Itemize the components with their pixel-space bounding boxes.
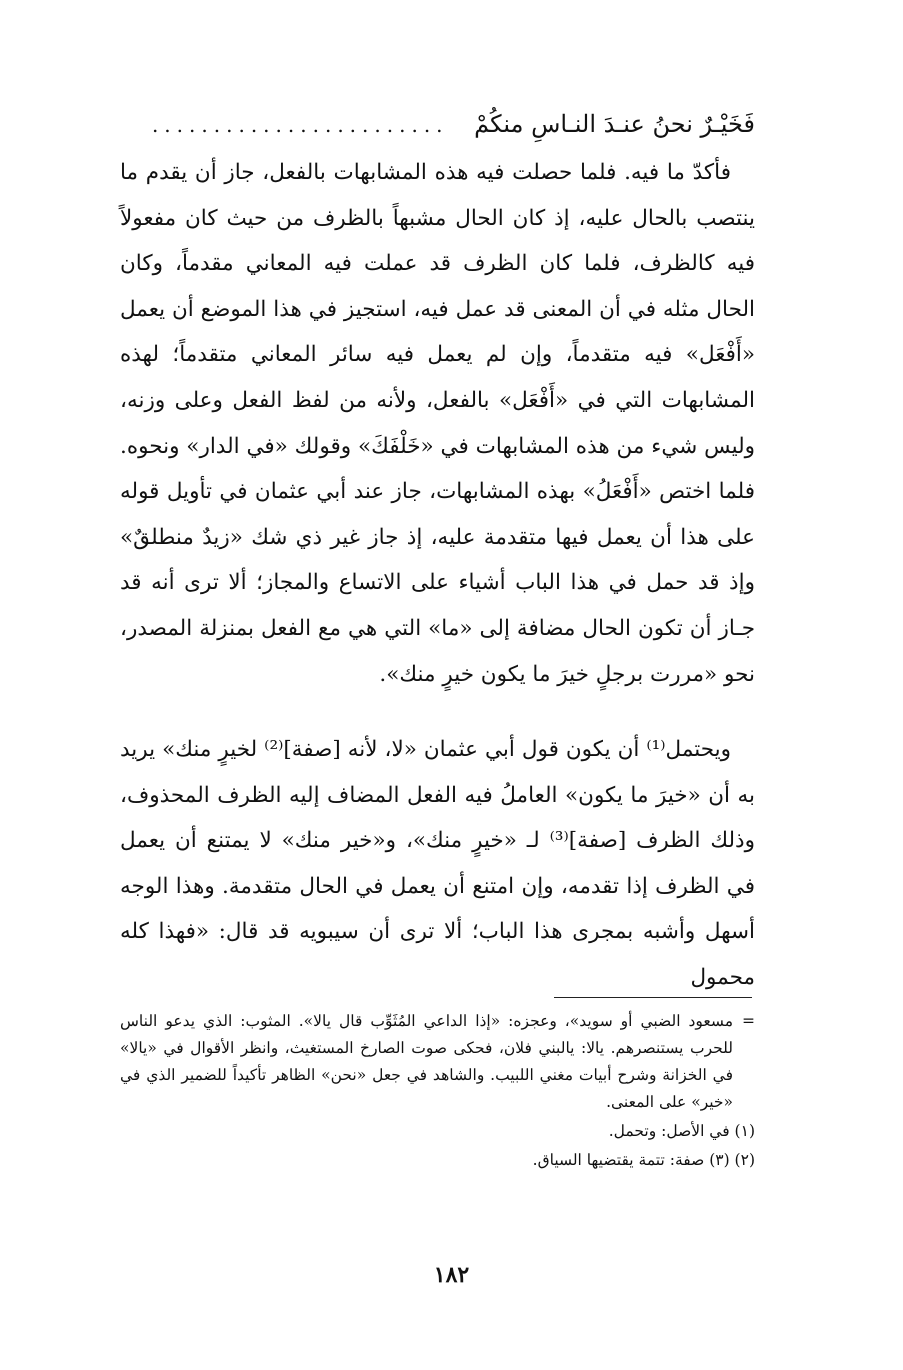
paragraph-text: فأكدّ ما فيه. فلما حصلت فيه هذه المشابهات بالفعل، جاز أن يقدم ما ينتصب بالحال عليه، إذ كان الحال مشبهاً بالظرف من حيث كان مفعولاً فيه كالظرف، فلما كان الظرف قد عملت فيه المعاني مقدماً، وكان الحال مثله في أن المعنى قد عمل فيه، استجيز في هذا الموضع أن يعمل «أَفْعَل» فيه متقدماً، وإن لم يعمل فيه سائر المعاني متقدماً؛ لهذه المشابهات التي في «أَفْعَل» بالفعل، ولأنه من لفظ الفعل وعلى وزنه، وليس شيء من هذه المشابهات في «خَلْفَكَ» وقولك «في الدار» ونحوه. فلما اختص «أَفْعَلُ» بهذه المشابهات، جاز عند أبي عثمان في تأويل قوله على هذا أن يعمل فيها متقدمة عليه، إذ جاز غير ذي شك «زيدٌ منطلقٌ» وإذ قد حمل في هذا الباب أشياء على الاتساع والمجاز؛ ألا ترى أنه قد جـاز أن تكون الحال مضافة إلى «ما» التي هي مع الفعل بمنزلة المصدر، نحو «مررت برجلٍ خيرَ ما يكون خيرٍ منك».	[120, 160, 755, 687]
poetry-verse	[120, 104, 755, 145]
footnote-continuation-text: مسعود الضبي أو سويد»، وعجزه: «إذا الداعي المُثَوِّب قال يالا». المثوب: الذي يدعو الناس للحرب يستنصرهم. يالا: يالبني فلان، فحكى صوت الصارخ المستغيث، وانظر الأقوال في «يالا» في الخزانة وشرح أبيات مغني اللبيب. والشاهد في جعل «نحن» الظاهر تأكيداً للضمير الذي في «خير» على المعنى.	[120, 1012, 733, 1111]
footnote-separator	[554, 997, 752, 998]
footnote-2-3: (٢) (٣) صفة: تتمة يقتضيها السياق.	[532, 1151, 755, 1169]
verse-first-hemistich: فَخَيْـرٌ نحنُ عنـدَ النـاسِ منكُمْ	[474, 110, 755, 138]
verse-second-hemistich-ellipsis: ........................	[151, 113, 449, 137]
body-paragraph-2	[120, 727, 755, 1001]
paragraph-text: ويحتمل⁽¹⁾ أن يكون قول أبي عثمان «لا، لأنه [صفة]⁽²⁾ لخيرٍ منك» يريد به أن «خيرَ ما يكون» العاملُ فيه الفعل المضاف إليه الظرف المحذوف، وذلك الظرف [صفة]⁽³⁾ لـ «خيرٍ منك»، و«خير منك» لا يمتنع أن يعمل في الظرف إذا تقدمه، وإن امتنع أن يعمل في الحال متقدمة. وهذا الوجه أسهل وأشبه بمجرى هذا الباب؛ ألا ترى أن سيبويه قد قال: «فهذا كله محمول	[120, 737, 756, 990]
body-paragraph-1	[120, 150, 755, 697]
footnote-1: (١) في الأصل: وتحمل.	[608, 1122, 755, 1140]
footnotes	[120, 1008, 755, 1174]
footnote-continuation	[120, 1008, 755, 1116]
page-number: ١٨٢	[433, 1262, 470, 1288]
continuation-mark: =	[742, 1012, 755, 1030]
